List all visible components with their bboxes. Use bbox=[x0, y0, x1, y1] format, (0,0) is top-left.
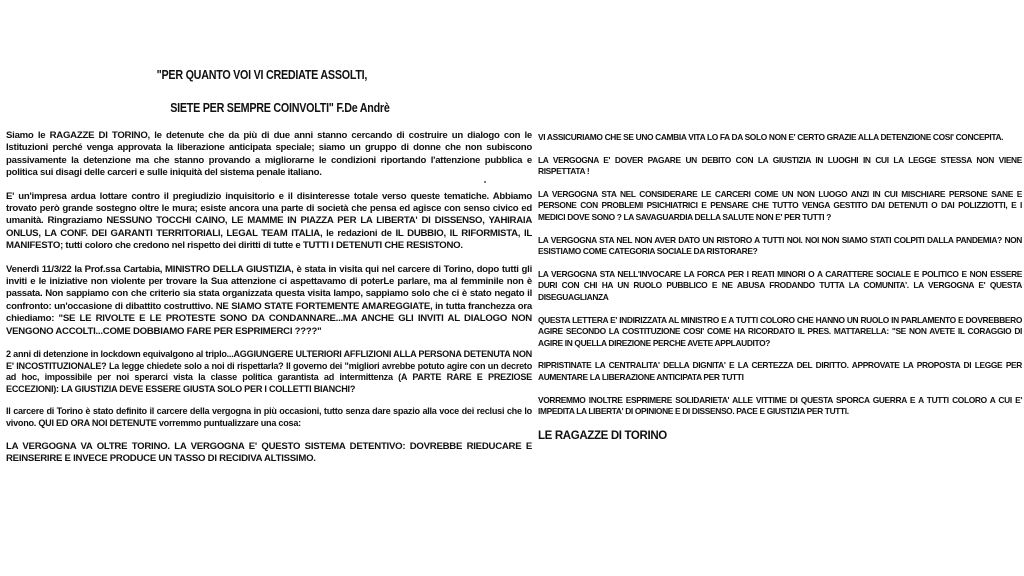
left-paragraph: Venerdì 11/3/22 la Prof.ssa Cartabia, MINISTRO DELLA GIUSTIZIA, è stata in visita qui nel carcere di Torino, dopo tutti gli inviti e le iniziative non violente per trovare la Sua attenzione ci aspettavamo di poterLe parlare, ma al femminile non è passata. Non sappiamo con che criterio sia stata organizzata questa visita lampo, sappiamo solo che ci è stato negato il confronto: un'occasione di dibattito costruttivo. NE SIAMO STATE FORTEMENTE AMAREGGIATE, in tutta franchezza ora chiediamo: "SE LE RIVOLTE E LE PROTESTE SONO DA CONDANNARE...MA ANCHE GLI INVITI AL DIALOGO NON VENGONO ACCOLTI...COME DOBBIAMO FARE PER ESPRIMERCI ????" bbox=[6, 263, 532, 337]
left-paragraph: Siamo le RAGAZZE DI TORINO, le detenute che da più di due anni stanno cercando di costruire un dialogo con le Istituzioni perché venga approvata la liberazione anticipata speciale; siamo un gruppo di donne che non subiscono passivamente la detenzione ma che stanno provando a migliorarne le condizioni riportando l'attenzione pubblica e politica sui disagi delle carceri e sulle iniquità del sistema penale italiano. bbox=[6, 130, 532, 179]
left-paragraph: 2 anni di detenzione in lockdown equivalgono al triplo...AGGIUNGERE ULTERIORI AFFLIZIONI ALLA PERSONA DETENUTA NON E' INCOSTITUZIONALE? La legge chiedete solo a noi di rispettarla? Il governo dei "migliori avrebbe potuto agire con un decreto ad hoc, impossibile per noi sperarci vista la classe politica garantista ad intermittenza (A PARTE RARE E PREZIOSE ECCEZIONI): LA GIUSTIZIA DEVE ESSERE GIUSTA SOLO PER I COLLETTI BIANCHI? bbox=[6, 349, 532, 394]
right-paragraph: LA VERGOGNA STA NELL'INVOCARE LA FORCA PER I REATI MINORI O A CARATTERE SOCIALE E POLITICO E NON ESSERE DURI CON CHI HA UN RUOLO PUBBLICO E NE ABUSA FRODANDO TUTTA LA COMUNITA'. LA VERGOGNA E' QUESTA DISEGUAGLIANZA bbox=[538, 268, 1022, 302]
right-paragraph: VORREMMO INOLTRE ESPRIMERE SOLIDARIETA' ALLE VITTIME DI QUESTA SPORCA GUERRA E A TUTTI COLORO A CUI E' IMPEDITA LA LIBERTA' DI OPINIONE E DI DISSENSO. PACE E GIUSTIZIA PER TUTTI. bbox=[538, 394, 1022, 417]
title-line-1: "PER QUANTO VOI VI CREDIATE ASSOLTI, bbox=[156, 68, 368, 82]
right-paragraph: QUESTA LETTERA E' INDIRIZZATA AL MINISTRO E A TUTTI COLORO CHE HANNO UN RUOLO IN PARLAMENTO E DOVREBBERO AGIRE SECONDO LA COSTITUZIONE COSI' COME HA RICORDATO IL PRES. MATTARELLA: "SE NON AVETE IL CORAGGIO DI AGIRE IN QUELLA DIREZIONE PERCHE AVETE APPLAUDITO? bbox=[538, 314, 1022, 348]
left-column bbox=[6, 130, 532, 476]
right-paragraph: RIPRISTINATE LA CENTRALITA' DELLA DIGNITA' E LA CERTEZZA DEL DIRITTO. APPROVATE LA PROPOSTA DI LEGGE PER AUMENTARE LA LIBERAZIONE ANTICIPATA PER TUTTI bbox=[538, 360, 1022, 382]
right-paragraph: LA VERGOGNA STA NEL NON AVER DATO UN RISTORO A TUTTI NOI. NOI NON SIAMO STATI COLPITI DALLA PANDEMIA? NON ESISTIAMO COME CATEGORIA SOCIALE DA RISTORARE? bbox=[538, 234, 1022, 257]
stray-mark bbox=[484, 181, 486, 183]
right-paragraph: VI ASSICURIAMO CHE SE UNO CAMBIA VITA LO FA DA SOLO NON E' CERTO GRAZIE ALLA DETENZIONE COSI' CONCEPITA. bbox=[538, 132, 1004, 142]
right-column bbox=[538, 132, 1022, 454]
left-paragraph: Il carcere di Torino è stato definito il carcere della vergogna in più occasioni, tutto senza dare spazio alla voce dei reclusi che lo vivono. QUI ED ORA NOI DETENUTE vorremmo puntualizzare una cosa: bbox=[6, 406, 532, 429]
left-paragraph: LA VERGOGNA VA OLTRE TORINO. LA VERGOGNA E' QUESTO SISTEMA DETENTIVO: DOVREBBE RIEDUCARE E REINSERIRE E INVECE PRODUCE UN TASSO DI RECIDIVA ALTISSIMO. bbox=[6, 440, 532, 465]
right-paragraph: LA VERGOGNA STA NEL CONSIDERARE LE CARCERI COME UN NON LUOGO ANZI IN CUI MISCHIARE PERSONE SANE E PERSONE CON PROBLEMI PSICHIATRICI E PENSARE CHE TUTTO VENGA GESTITO DAI DETENUTI O DAI POLIZZIOTTI, E I MEDICI DOVE SONO ? LA SAVAGUARDIA DELLA SALUTE NON E' PER TUTTI ? bbox=[538, 188, 1022, 222]
right-paragraph: LA VERGOGNA E' DOVER PAGARE UN DEBITO CON LA GIUSTIZIA IN LUOGHI IN CUI LA LEGGE STESSA NON VIENE RISPETTATA ! bbox=[538, 154, 1022, 177]
left-paragraph: E' un'impresa ardua lottare contro il pregiudizio inquisitorio e il disinteresse totale verso queste tematiche. Abbiamo trovato però grande sostegno oltre le mura; esiste ancora una parte di società che pensa ed agisce con senso civico ed umanità. Ringraziamo NESSUNO TOCCHI CAINO, LE MAMME IN PIAZZA PER LA LIBERTA' DI DISSENSO, YAHIRAIA ONLUS, LA CONF. DEI GARANTI TERRITORIALI, LEGAL TEAM ITALIA, le redazioni de IL DUBBIO, IL RIFORMISTA, IL MANIFESTO; tutti coloro che credono nel rispetto dei diritti di tutte e TUTTI I DETENUTI CHE RESISTONO. bbox=[6, 190, 532, 252]
title-line-2: SIETE PER SEMPRE COINVOLTI" F.De Andrè bbox=[170, 101, 390, 115]
signature: LE RAGAZZE DI TORINO bbox=[538, 429, 667, 442]
